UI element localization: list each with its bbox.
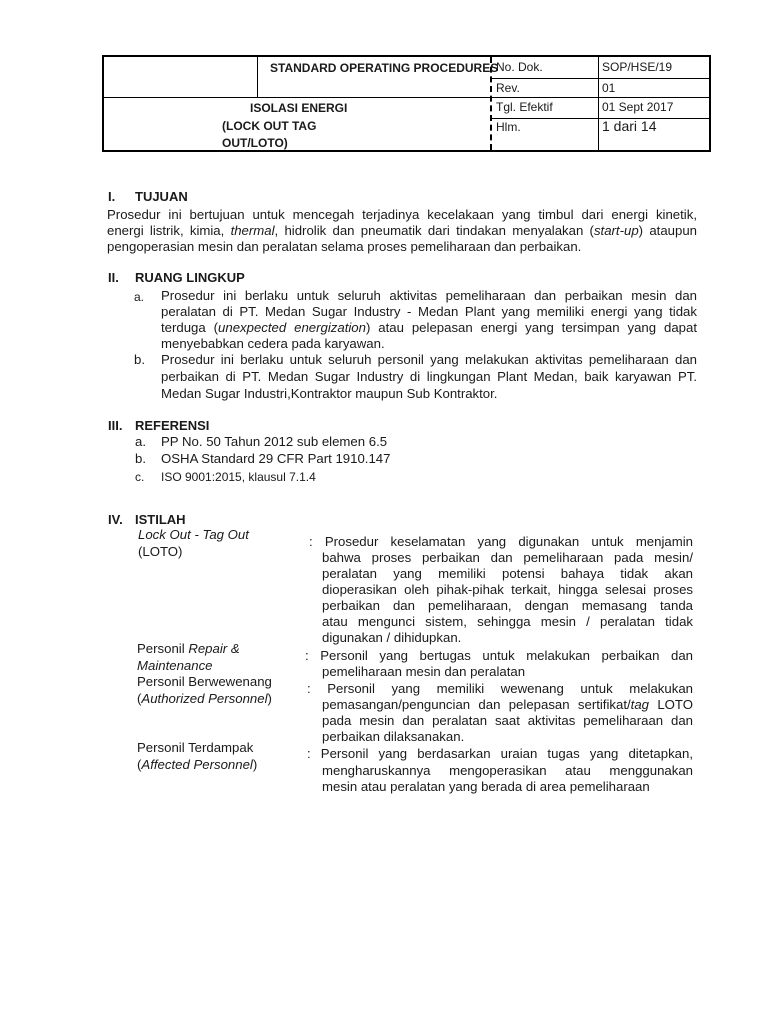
page-number: 1 dari 14 <box>602 118 657 134</box>
section-number: I. <box>108 189 116 204</box>
sop-title: STANDARD OPERATING PROCEDURES <box>270 61 499 75</box>
effective-date-value: 01 Sept 2017 <box>602 100 674 114</box>
section-number: IV. <box>108 512 123 527</box>
paragraph-line: pengoperasian mesin dan peralatan selama proses pemeliharaan dan perbaikan. <box>107 239 582 254</box>
section-title-tujuan: TUJUAN <box>135 189 188 204</box>
term-name: Maintenance <box>137 658 213 673</box>
term-name: Personil Berwewenang <box>137 674 272 689</box>
logo-cell-divider <box>257 57 258 98</box>
list-item-label: a. <box>135 434 146 449</box>
column-divider <box>598 57 599 150</box>
rev-value: 01 <box>602 81 616 95</box>
definition-line: peralatan yang memiliki potensi bahaya tidak akan <box>322 566 693 581</box>
list-item-line: Prosedur ini berlaku untuk seluruh aktivitas pemeliharaan dan perbaikan mesin dan <box>161 288 697 303</box>
definition-line: pada mesin dan peralatan saat aktivitas pemeliharaan dan <box>322 713 693 728</box>
subject-line-2: (LOCK OUT TAG <box>222 119 317 133</box>
section-number: III. <box>108 418 123 433</box>
section-title-referensi: REFERENSI <box>135 418 210 433</box>
document-header-table <box>102 55 711 152</box>
term-name: Personil Repair & <box>137 641 240 656</box>
definition-line: : Personil yang berdasarkan uraian tugas yang ditetapkan, <box>307 746 693 761</box>
list-item-line: menyebabkan cedera pada karyawan. <box>161 336 385 351</box>
definition-line: atau mengunci sistem, sehingga mesin / peralatan tidak <box>322 614 693 629</box>
subject-line-3: OUT/LOTO) <box>222 136 288 150</box>
list-item-label: b. <box>135 451 146 466</box>
section-title-istilah: ISTILAH <box>135 512 186 527</box>
term-name: (LOTO) <box>138 544 183 559</box>
definition-line: pemasangan/penguncian dan pelepasan sertifikat/tag LOTO <box>322 697 693 712</box>
row-divider <box>490 118 709 119</box>
list-item-label: b. <box>134 352 145 367</box>
definition-line: perbaikan dan pemeliharaan, dengan memasang tanda <box>322 598 693 613</box>
definition-line: : Personil yang bertugas untuk melakukan perbaikan dan <box>305 648 693 663</box>
definition-line: : Prosedur keselamatan yang digunakan untuk menjamin <box>309 534 693 549</box>
effective-date-label: Tgl. Efektif <box>496 100 553 114</box>
definition-line: bahwa proses perbaikan dan pemeliharaan pada mesin/ <box>322 550 693 565</box>
reference-item: ISO 9001:2015, klausul 7.1.4 <box>161 470 316 484</box>
list-item-line: terduga (unexpected energization) atau pelepasan energi yang tersimpan yang dapat <box>161 320 697 335</box>
list-item-line: peralatan di PT. Medan Sugar Industry - Medan Plant yang memiliki energi yang tidak <box>161 304 697 319</box>
doc-no-value: SOP/HSE/19 <box>602 60 673 74</box>
section-number: II. <box>108 270 119 285</box>
paragraph-line: Prosedur ini bertujuan untuk mencegah terjadinya kecelakaan yang timbul dari energi kinetik, <box>107 207 697 222</box>
definition-line: mengharuskannya mengoperasikan atau menggunakan <box>322 763 693 778</box>
list-item-line: perbaikan di PT. Medan Sugar Industry di lingkungan Plant Medan, baik karyawan PT. <box>161 369 697 384</box>
section-title-ruang-lingkup: RUANG LINGKUP <box>135 270 245 285</box>
rev-label: Rev. <box>496 81 520 95</box>
term-name: Lock Out - Tag Out <box>138 527 249 542</box>
row-divider <box>490 78 709 79</box>
definition-line: digunakan / dihidupkan. <box>322 630 462 645</box>
page-label: Hlm. <box>496 120 521 134</box>
paragraph-line: energi listrik, kimia, thermal, hidrolik dan pneumatik dari tindakan menyalakan (start-up) ataupun <box>107 223 697 238</box>
term-name: (Authorized Personnel) <box>137 691 272 706</box>
list-item-label: a. <box>134 290 145 304</box>
row-divider <box>104 97 709 98</box>
reference-item: OSHA Standard 29 CFR Part 1910.147 <box>161 451 391 466</box>
definition-line: : Personil yang memiliki wewenang untuk melakukan <box>307 681 693 696</box>
list-item-label: c. <box>135 470 145 484</box>
definition-line: mesin atau peralatan yang berada di area pemeliharaan <box>322 779 650 794</box>
definition-line: dioperasikan oleh pihak-pihak terkait, hingga selesai proses <box>322 582 693 597</box>
definition-line: perbaikan dilaksanakan. <box>322 729 465 744</box>
term-name: (Affected Personnel) <box>137 757 258 772</box>
list-item-line: Prosedur ini berlaku untuk seluruh personil yang melakukan aktivitas pemeliharaan dan <box>161 352 697 367</box>
reference-item: PP No. 50 Tahun 2012 sub elemen 6.5 <box>161 434 388 449</box>
term-name: Personil Terdampak <box>137 740 254 755</box>
doc-no-label: No. Dok. <box>496 60 543 74</box>
definition-line: pemeliharaan mesin dan peralatan <box>322 664 526 679</box>
subject-line-1: ISOLASI ENERGI <box>250 101 348 115</box>
list-item-line: Medan Sugar Industri,Kontraktor maupun Sub Kontraktor. <box>161 386 498 401</box>
